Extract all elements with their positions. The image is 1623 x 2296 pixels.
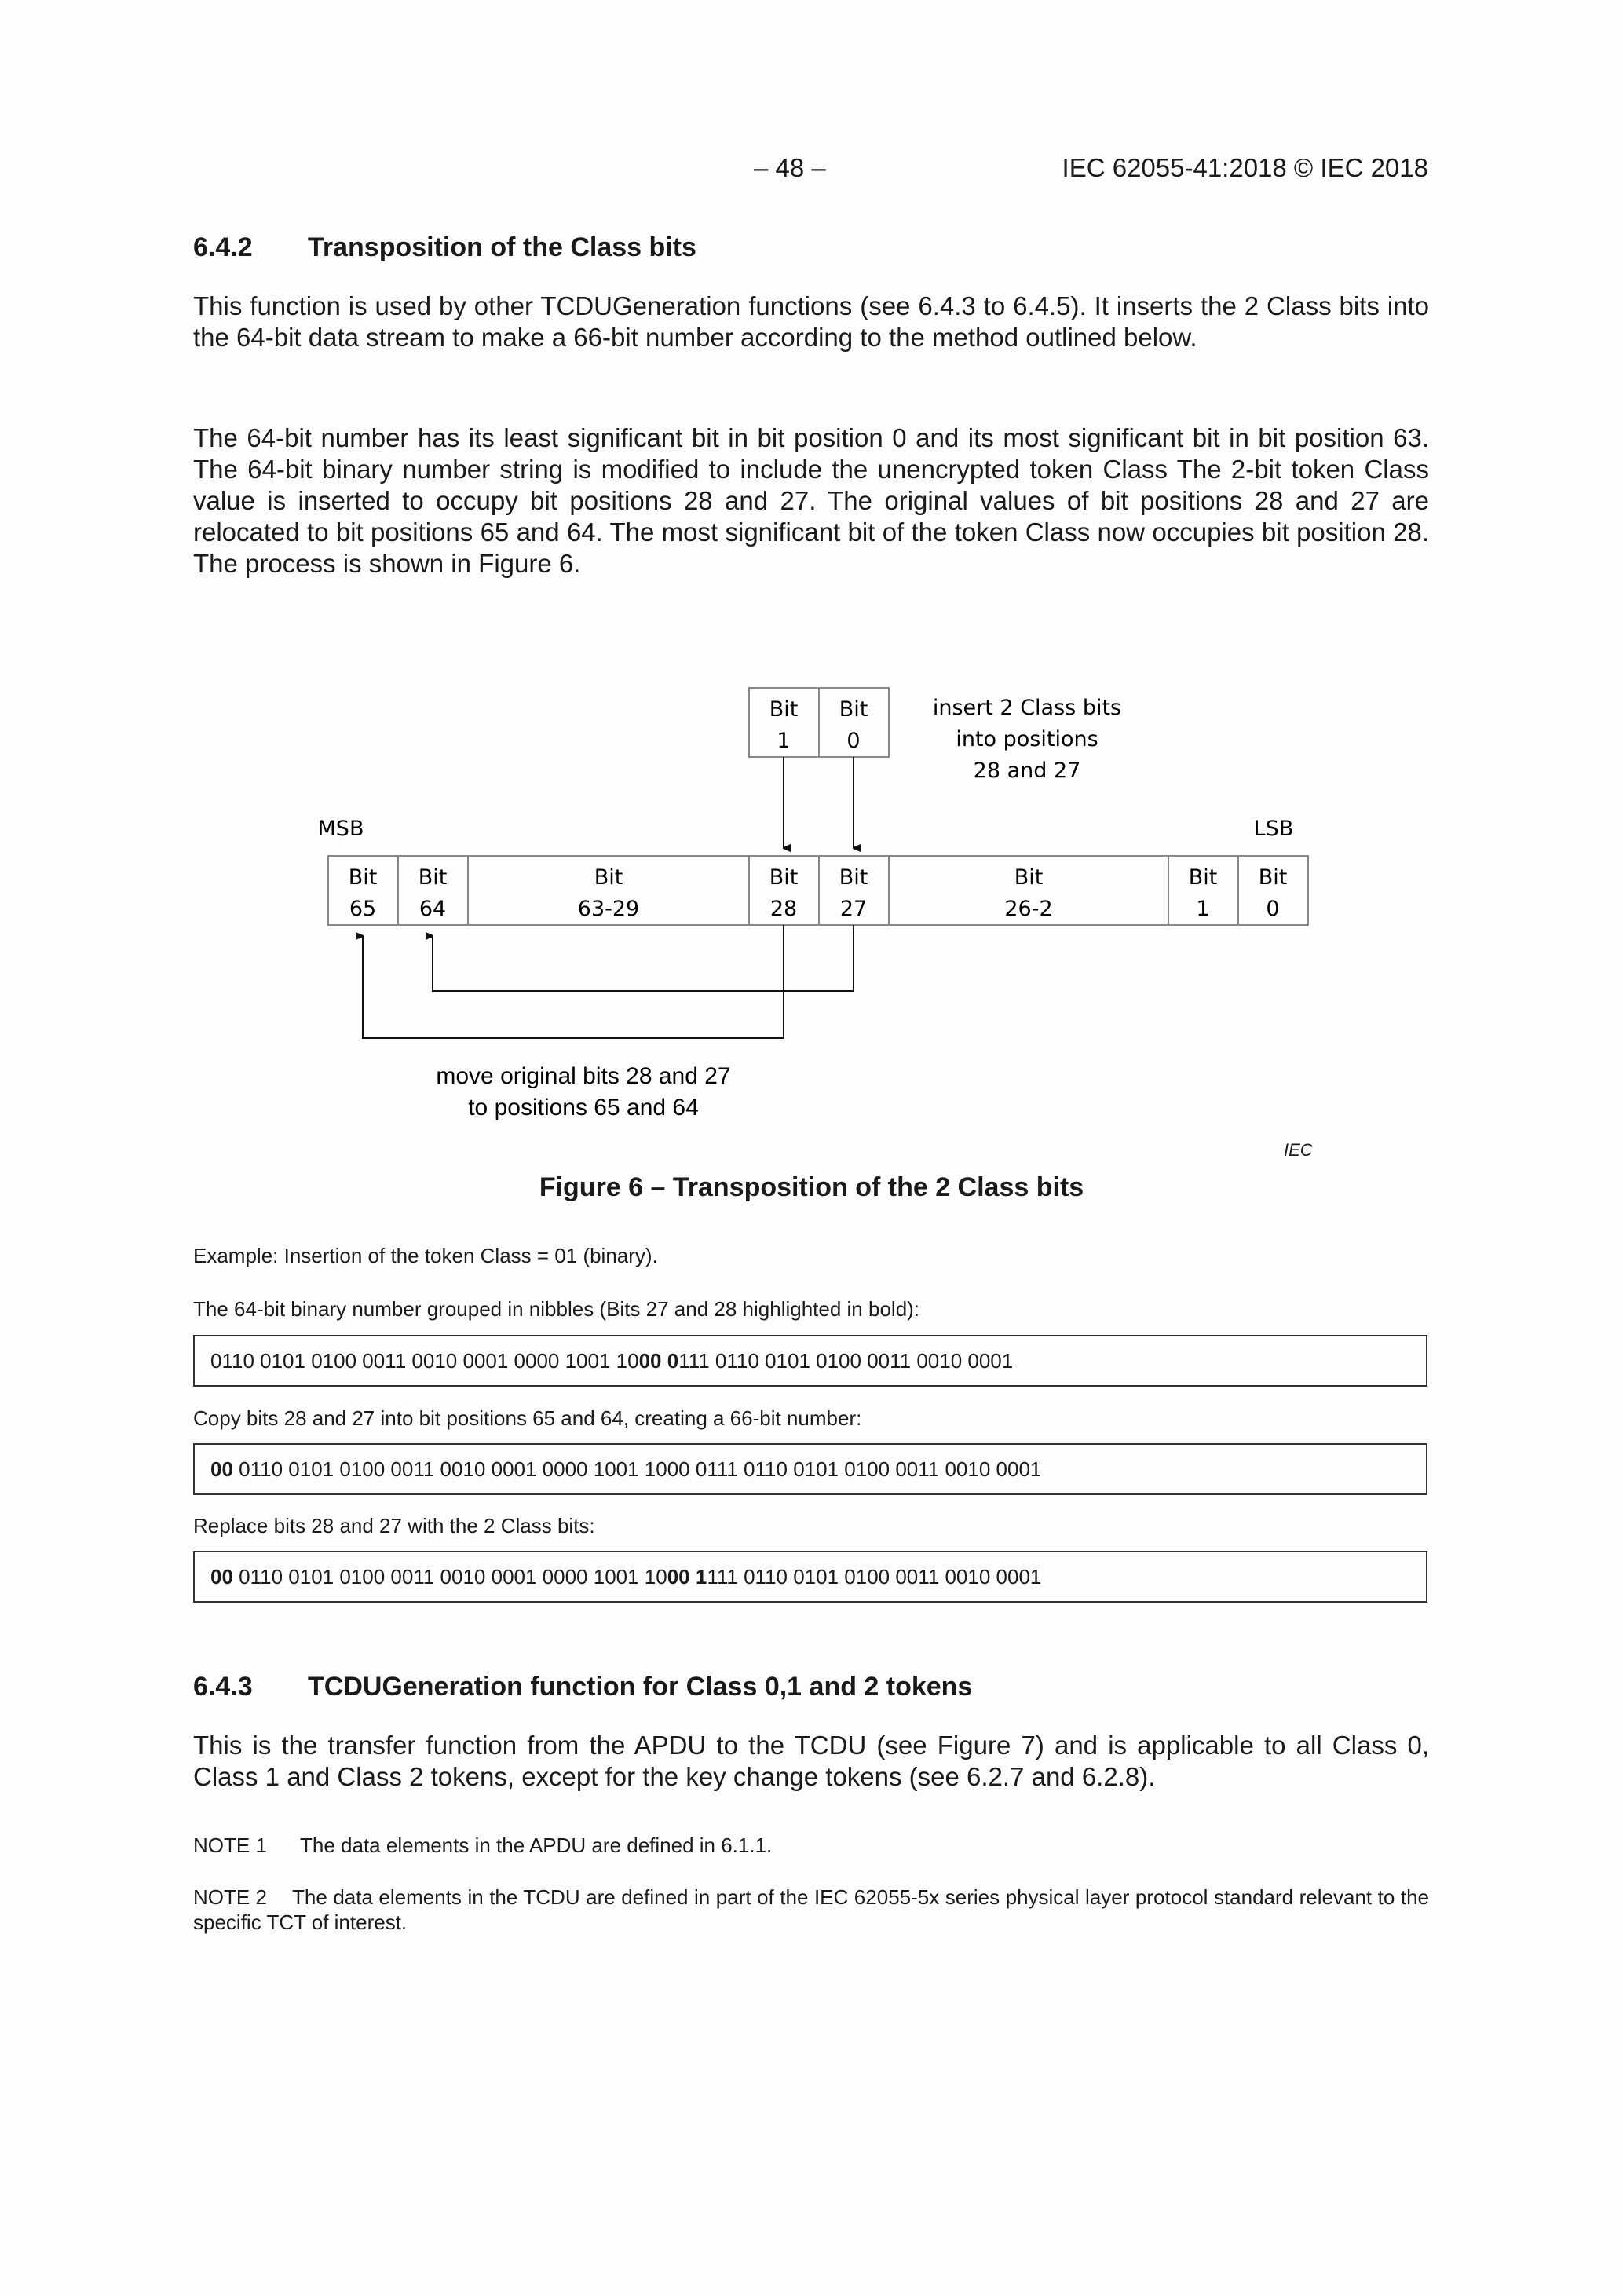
bit-string: 0110 0101 0100 0011 0010 0001 0000 1001 10 (232, 1565, 667, 1589)
standard-reference: IEC 62055-41:2018 © IEC 2018 (1062, 153, 1428, 182)
cell-label: Bit (1014, 865, 1044, 890)
move-note (436, 1063, 730, 1121)
insert-cell-label: Bit (769, 697, 799, 722)
example-intro: Example: Insertion of the token Class = 01 (binary). (193, 1244, 658, 1267)
cell-value: 0 (1266, 897, 1280, 921)
note-line: insert 2 Class bits (932, 696, 1122, 720)
note-line: move original bits 28 and 27 (436, 1063, 731, 1089)
cell-label: Bit (1258, 865, 1288, 890)
cell-value: 26-2 (1004, 897, 1053, 921)
bit-register (328, 856, 1308, 925)
cell-value: 63-29 (577, 897, 640, 921)
example-label: The 64-bit binary number grouped in nibbles (Bits 27 and 28 highlighted in bold): (193, 1297, 920, 1321)
section-number: 6.4.2 (193, 232, 253, 262)
note-line: into positions (956, 727, 1098, 751)
bit-string-box (193, 1335, 1427, 1387)
bit-string-box (193, 1443, 1427, 1495)
insert-cell-value: 0 (846, 729, 861, 753)
figure-caption: Figure 6 – Transposition of the 2 Class bits (539, 1172, 1084, 1202)
example-label: Replace bits 28 and 27 with the 2 Class bits: (193, 1514, 595, 1537)
bit-string: 0110 0101 0100 0011 0010 0001 0000 1001 1000 0111 0110 0101 0100 0011 0010 0001 (232, 1457, 1042, 1481)
cell-value: 28 (769, 897, 798, 921)
note (193, 1885, 1429, 1935)
note-label: NOTE 2 (193, 1885, 267, 1909)
paragraph: The 64-bit number has its least significant bit in bit position 0 and its most significant bit in bit position 63. The 64-bit binary number string is modified to include the unencrypted token Class The 2-bit token Class value is inserted to occupy bit positions 28 and 27. The original values of bit positions 28 and 27 are relocated to bit positions 65 and 64. The most significant bit of the token Class now occupies bit position 28. The process is shown in Figure 6. (193, 423, 1429, 578)
bit-string: 111 0110 0101 0100 0011 0010 0001 (707, 1565, 1042, 1589)
note (193, 1833, 1429, 1858)
note-text: The data elements in the TCDU are defined in part of the IEC 62055-5x series physical layer protocol standard relevant to the specific TCT of interest. (193, 1885, 1429, 1934)
bit-string-highlight: 00 0 (638, 1349, 679, 1373)
example-label: Copy bits 28 and 27 into bit positions 65 and 64, creating a 66-bit number: (193, 1406, 862, 1430)
paragraph: This is the transfer function from the APDU to the TCDU (see Figure 7) and is applicable to all Class 0, Class 1 and Class 2 tokens, except for the key change tokens (see 6.2.7 and 6.2.8). (193, 1731, 1429, 1791)
insert-note (933, 696, 1121, 783)
insert-bits-box (749, 688, 889, 757)
note-label: NOTE 1 (193, 1834, 267, 1857)
page-number: – 48 – (754, 153, 826, 182)
note-line: to positions 65 and 64 (468, 1095, 699, 1121)
cell-label: Bit (839, 865, 868, 890)
bit-string: 0110 0101 0100 0011 0010 0001 0000 1001 10 (210, 1349, 639, 1373)
section-title: Transposition of the Class bits (308, 232, 696, 262)
section-number: 6.4.3 (193, 1672, 253, 1702)
cell-label: Bit (594, 865, 623, 890)
note-line: 28 and 27 (973, 759, 1081, 783)
bit-string-highlight: 00 1 (667, 1565, 707, 1589)
paragraph: This function is used by other TCDUGeneration functions (see 6.4.3 to 6.4.5). It inserts the 2 Class bits into the 64-bit data stream to make a 66-bit number according to the method outlined below. (193, 291, 1429, 352)
cell-label: Bit (1188, 865, 1218, 890)
cell-value: 27 (839, 897, 868, 921)
iec-tag: IEC (1284, 1140, 1313, 1160)
cell-label: Bit (418, 865, 448, 890)
cell-value: 1 (1196, 897, 1210, 921)
bit-string-highlight: 00 (210, 1565, 233, 1589)
relocate-arrow-bit27 (433, 925, 854, 991)
cell-value: 65 (349, 897, 377, 921)
insert-cell-value: 1 (777, 729, 791, 753)
insert-cell-label: Bit (839, 697, 868, 722)
cell-label: Bit (769, 865, 799, 890)
cell-label: Bit (348, 865, 378, 890)
cell-value: 64 (419, 897, 447, 921)
bit-string-highlight: 00 (210, 1457, 233, 1481)
bit-string-box (193, 1551, 1427, 1603)
bit-string: 111 0110 0101 0100 0011 0010 0001 (678, 1349, 1014, 1373)
section-title: TCDUGeneration function for Class 0,1 and 2 tokens (308, 1672, 973, 1702)
lsb-label: LSB (1253, 817, 1294, 841)
note-text: The data elements in the APDU are defined in 6.1.1. (300, 1834, 773, 1857)
msb-label: MSB (317, 817, 364, 841)
relocate-arrow-bit28 (363, 925, 784, 1038)
